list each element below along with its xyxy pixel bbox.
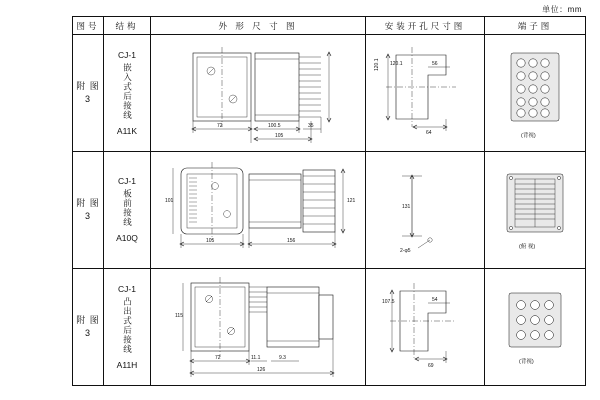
row2-model: CJ-1: [118, 176, 136, 186]
row2-fig-no: [73, 152, 104, 269]
row1-structure-text: 嵌入式后接线: [122, 62, 133, 120]
svg-text:72: 72: [217, 123, 223, 129]
header-structure: 结构: [104, 17, 151, 35]
row1-outline-svg: [151, 35, 365, 151]
table-row: [73, 152, 586, 269]
row2-hole-svg: [366, 152, 484, 268]
row3-code: A11H: [116, 359, 138, 370]
row1-terminal-svg: [485, 35, 585, 151]
row2-code: A10Q: [116, 233, 138, 243]
row3-outline-drawing: [151, 269, 366, 386]
table-body: [73, 35, 586, 386]
row1-fig-no-line1: 附 图: [76, 81, 100, 91]
row1-structure: [104, 35, 151, 152]
row3-hole-svg: [366, 269, 484, 385]
svg-text:9.3: 9.3: [279, 355, 286, 361]
svg-text:120.1: 120.1: [374, 58, 380, 71]
svg-text:72: 72: [215, 355, 221, 361]
row2-hole-drawing: [366, 152, 485, 269]
row2-structure: [104, 152, 151, 269]
row1-model: CJ-1: [118, 49, 136, 60]
row1-hole-svg: [366, 35, 484, 151]
svg-text:156: 156: [287, 238, 296, 244]
svg-text:69: 69: [428, 363, 434, 369]
row2-fig-no-line1: 附 图: [76, 198, 100, 208]
header-mounting-hole: 安装开孔尺寸图: [366, 17, 485, 35]
row1-dim-100-5: 100.5: [268, 123, 281, 129]
header-terminal: 端子图: [485, 17, 586, 35]
svg-text:107.5: 107.5: [382, 299, 395, 305]
row1-fig-no: [73, 35, 104, 152]
row3-terminal-svg: [485, 269, 585, 385]
row3-outline-svg: [151, 269, 365, 385]
row1-fig-no-line2: 3: [84, 94, 91, 104]
row2-terminal-note: (俯 视): [519, 244, 536, 250]
row3-fig-no-line2: 3: [84, 328, 91, 338]
row3-terminal-note: (背视): [519, 359, 534, 365]
svg-text:126: 126: [257, 367, 266, 373]
spec-table: [72, 16, 586, 386]
svg-text:101: 101: [165, 198, 174, 204]
svg-text:56: 56: [432, 61, 438, 67]
svg-text:105: 105: [275, 133, 284, 139]
row2-terminal-svg: [485, 152, 585, 268]
row2-structure-text: 板前接线: [122, 189, 133, 227]
row3-terminal-drawing: [485, 269, 586, 386]
svg-text:105: 105: [206, 238, 215, 244]
row1-terminal-drawing: [485, 35, 586, 152]
row2-outline-svg: [151, 152, 365, 268]
svg-text:54: 54: [432, 297, 438, 303]
row1-code: A11K: [116, 125, 138, 136]
unit-note: 单位：mm: [542, 5, 582, 14]
svg-text:120.1: 120.1: [390, 61, 403, 67]
svg-text:35: 35: [308, 123, 314, 129]
row2-terminal-drawing: [485, 152, 586, 269]
row1-outline-drawing: [151, 35, 366, 152]
header-outline: 外 形 尺 寸 图: [151, 17, 366, 35]
row3-model: CJ-1: [118, 283, 136, 294]
row1-hole-drawing: [366, 35, 485, 152]
svg-text:131: 131: [402, 204, 411, 210]
row3-hole-drawing: [366, 269, 485, 386]
table-row: [73, 35, 586, 152]
row3-fig-no-line1: 附 图: [76, 315, 100, 325]
row3-structure-text: 凸出式后接线: [122, 296, 133, 354]
svg-text:115: 115: [175, 313, 183, 319]
row3-fig-no: [73, 269, 104, 386]
row2-fig-no-line2: 3: [84, 211, 91, 221]
svg-text:121: 121: [347, 198, 356, 204]
svg-text:11.1: 11.1: [251, 355, 261, 361]
row2-outline-drawing: [151, 152, 366, 269]
table-header: [73, 17, 586, 35]
row3-structure: [104, 269, 151, 386]
header-fig-no: 图号: [73, 17, 104, 35]
table-row: [73, 269, 586, 386]
row1-terminal-note: (背视): [521, 133, 536, 139]
svg-text:64: 64: [426, 130, 432, 136]
table-header-row: [73, 17, 586, 35]
row2-hole-dim: 2-φ5: [400, 248, 411, 254]
